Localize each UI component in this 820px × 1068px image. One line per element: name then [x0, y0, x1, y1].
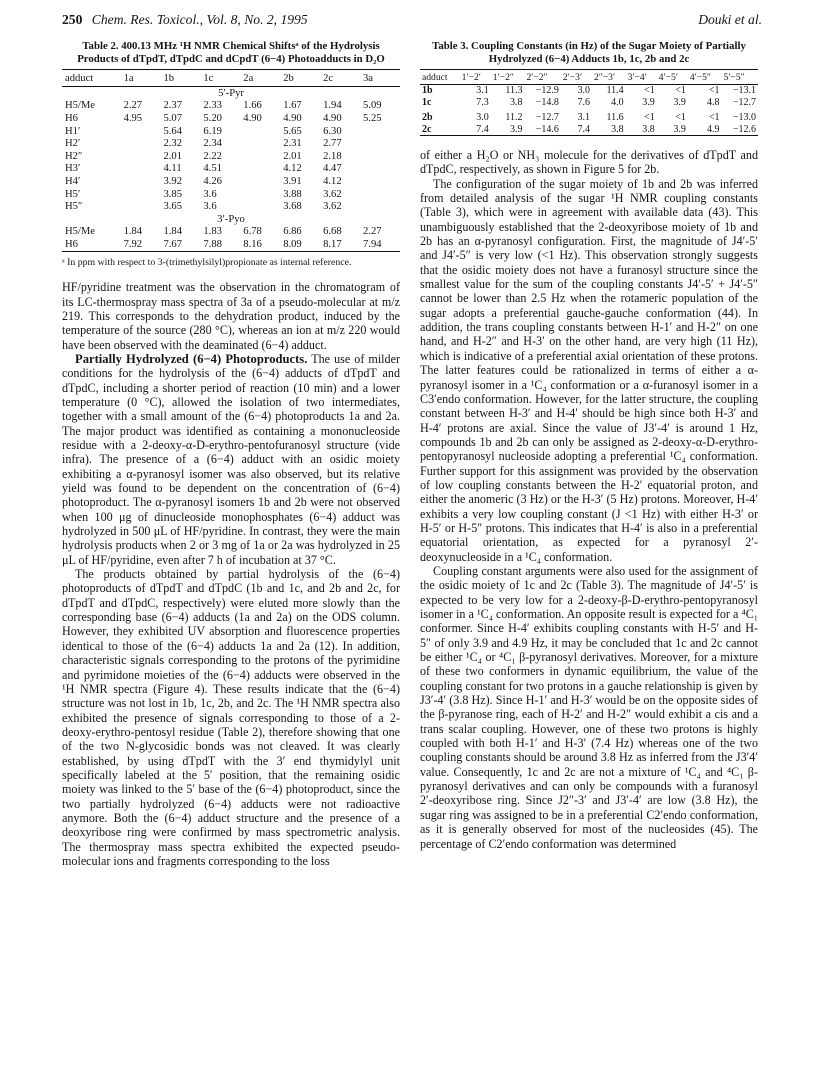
table2-row [62, 226, 400, 239]
table2-cell [360, 188, 400, 201]
table2-cell: 6.78 [243, 226, 262, 238]
table2-row [62, 150, 400, 163]
table3 [420, 69, 758, 136]
table2-cell [360, 200, 400, 213]
table2-cell: 4.47 [323, 163, 342, 175]
table2-cell: 5.25 [363, 112, 382, 124]
table3-cell: 3.9 [673, 123, 686, 135]
table2-cell: 3.91 [283, 175, 302, 187]
table2-cell [360, 163, 400, 176]
table3-cell: 11.4 [606, 85, 624, 97]
table2-cell [240, 200, 280, 213]
table2-row [62, 200, 400, 213]
table2-cell: 5.65 [283, 125, 302, 137]
table2-cell: H3′ [65, 163, 81, 175]
table2-cell: 2.01 [283, 150, 302, 162]
table3-cell: −14.8 [535, 96, 559, 108]
table2-cell: H1′ [65, 125, 81, 137]
table3-column-header: 1′−2″ [492, 71, 514, 83]
table2-cell: 7.92 [123, 238, 143, 250]
table3-row [420, 124, 758, 136]
table2-cell [121, 150, 161, 163]
table2-cell: 2.27 [123, 100, 143, 112]
table2-cell: 7.94 [363, 238, 382, 250]
table3-cell: −13.1 [732, 85, 756, 97]
table3-cell: 4.8 [707, 96, 720, 108]
table2-cell [240, 163, 280, 176]
right-column [420, 40, 758, 851]
table2-cell [240, 188, 280, 201]
table2-cell [240, 125, 280, 138]
table3-cell: 4.9 [707, 123, 720, 135]
table2-cell: 3.88 [283, 188, 302, 200]
table2-cell: 2.18 [323, 150, 342, 162]
table2-cell: 4.90 [283, 112, 302, 124]
table2-column-header: 3a [363, 72, 373, 84]
table3-adduct-label: 2c [422, 123, 432, 135]
table2-cell: 8.09 [283, 238, 302, 250]
table2-column-header: 2b [283, 72, 294, 84]
table2-cell: 3.65 [163, 201, 183, 213]
table2-cell: 3.92 [163, 175, 183, 187]
table2-cell: 1.67 [283, 100, 302, 112]
table3-column-header: 1′−2′ [461, 71, 481, 83]
table3-adduct-label: 2b [422, 112, 433, 124]
table2-cell: 4.90 [243, 112, 262, 124]
table2-column-header: 2c [323, 72, 334, 84]
table2-cell: H5/Me [65, 100, 96, 112]
table2-cell: 4.26 [203, 175, 222, 187]
table2-cell: 7.67 [163, 238, 183, 250]
table3-adduct-label: 1b [422, 85, 433, 97]
table3-cell: −12.9 [535, 85, 559, 97]
table3-cell: −14.6 [535, 123, 559, 135]
table2-cell: 6.86 [283, 226, 302, 238]
table2-row [62, 163, 400, 176]
table2-row [62, 112, 400, 125]
table3-cell: −13.0 [732, 112, 756, 124]
table2-cell: 6.68 [323, 226, 342, 238]
table2-section-label: 5′-Pyr [218, 87, 244, 99]
table3-column-header: 3′−4′ [627, 71, 647, 83]
table3-cell: 7.6 [577, 96, 590, 108]
table3-cell: 3.1 [476, 85, 489, 97]
page-header [62, 12, 762, 32]
table2-cell [121, 125, 161, 138]
table3-cell: 3.0 [577, 85, 590, 97]
table3-cell: 11.3 [505, 85, 523, 97]
table2-cell: 1.84 [123, 226, 143, 238]
page-number: 250 [62, 12, 83, 27]
table2-cell: 5.07 [163, 112, 183, 124]
table2-cell: 3.68 [283, 201, 302, 213]
table3-column-header: 2″−3′ [593, 71, 616, 83]
table2-cell: 2.22 [203, 150, 222, 162]
table2-cell: 6.30 [323, 125, 342, 137]
table2-cell: 1.94 [323, 100, 342, 112]
table2-cell: 2.77 [323, 138, 342, 150]
table3-row [420, 97, 758, 109]
table2-cell: 1.84 [163, 226, 183, 238]
table2-section-label: 3′-Pyo [217, 213, 245, 225]
table2-cell: 2.01 [163, 150, 183, 162]
table2-cell: H5′ [65, 188, 81, 200]
table3-cell: 3.8 [509, 96, 523, 108]
table2-column-header: 1a [123, 72, 134, 84]
table3-cell: 3.8 [642, 123, 655, 135]
table2-cell: 7.88 [203, 238, 222, 250]
left-paragraph-2-text: The use of milder conditions for the hydrolysis of the (6−4) adducts of dTpdT and dTpdC, including a shorter period of reaction (10 min) and a lower temperature (0 °C), allowed the isolation of two intermediates, together with a small amount of the (6−4) photoproducts 1a and 2a. The major product was identified as containing a mononucleoside residue with a 2-deoxy-α-D-erythro-pentofuranosyl structure (vide infra). The presence of a (6−4) adduct with an osidic moiety exhibiting a α-pyranosyl isomer was also observed, but its relative yield was found to be dependent on the concentration of (6−4) photoproduct. The α-pyranosyl isomers 1b and 2b were not observed when 100 μg of dinucleoside monophosphates (6−4) adduct was hydrolyzed in 500 μL of HF/pyridine. In contrast, they were the main hydrolysis products when 2 or 3 mg of 1a or 2a was hydrolyzed in 25 μL of HF/pyridine, even after 7 h of incubation at 37 °C. [62, 351, 400, 567]
table2-row [62, 100, 400, 113]
table2 [62, 69, 400, 252]
table3-cell: <1 [708, 85, 720, 97]
table2-cell: 4.11 [163, 163, 182, 175]
table2-section-row [62, 213, 400, 226]
table2-cell: 1.83 [203, 226, 222, 238]
table2-column-header: adduct [65, 72, 94, 84]
table3-cell: <1 [644, 85, 655, 97]
table2-cell: 2.31 [283, 138, 302, 150]
table2-caption: Table 2. 400.13 MHz ¹H NMR Chemical Shiftsᵃ of the Hydrolysis Products of dTpdT, dTpdC and dCpdT (6−4) Photoadducts in D₂O [77, 40, 385, 65]
table2-cell [240, 175, 280, 188]
table3-cell: 7.4 [577, 123, 590, 135]
table2-cell [121, 200, 161, 213]
table3-column-header: 4′−5′ [658, 71, 678, 83]
table3-cell: <1 [708, 112, 720, 124]
table3-cell: 3.9 [673, 96, 686, 108]
table3-cell: 3.9 [642, 96, 655, 108]
table3-cell: 11.2 [505, 112, 523, 124]
table2-column-header: 1c [203, 72, 214, 84]
right-paragraph-2: The configuration of the sugar moiety of 1b and 2b was inferred from detailed analysis of the sugar ¹H NMR coupling constants (Table 3), which were in agreement with available data (43). This unambiguously established that the 2-deoxyribose moiety of 1b and 2b has an α-pyranosyl configuration. First, the magnitude of J4′-5′ and J4′-5″ is very low (<1 Hz). This observation strongly suggests that the osidic moiety does not have a furanosyl structure since the smallest value for the sum of the coupling constants J4′-5′ + J4′-5″ cannot be lower than 2.5 Hz when the rotameric population of the sugar adopts a preferential gauche-gauche conformation (44). In addition, the trans coupling constants between H-1′ and H-2″ on one hand, and H-2″ and H-3′ on the other hand, are very high (11 Hz), which is indicative of a preferential axial orientation of these protons. The latter features could be rationalized in terms of either a α-pyranosyl isomer in a ¹C₄ conformation or a α-furanosyl isomer in a C3′endo conformation. However, for the latter structure, the coupling constant between H-3′ and H-4′ should be high since both H-3′ and H-4′ protons are axial. Since the value of J3′-4′ is around 1 Hz, compounds 1b and 2b can only be assigned as 2-deoxy-α-D-erythro-pentopyranosyl nucleoside adopting a preferential ¹C₄ conformation. Further support for this assignment was provided by the observation of low coupling constants between the H-2′ equatorial proton, and either the anomeric (3 Hz) or the H-3′ (5 Hz) protons. Moreover, H-4′ exhibits a very low coupling constant (J <1 Hz) with either H-3′ or H-5′ or H-5″ protons. This indicates that H-4′ is also in a preferential equatorial orientation, as expected for a pyranosyl 2′-deoxynucleoside in a ¹C₄ conformation. [420, 176, 758, 564]
table2-cell: H2′ [65, 138, 81, 150]
table3-cell: −12.6 [732, 123, 756, 135]
table3-column-header: 2′−2″ [526, 71, 548, 83]
table2-cell [360, 175, 400, 188]
table2-cell: 3.6 [203, 201, 217, 213]
table2-cell: 3.62 [323, 201, 342, 213]
table3-cell: 3.0 [476, 112, 489, 124]
table2-cell: 5.20 [203, 112, 222, 124]
right-text [420, 148, 758, 851]
table2-body [62, 87, 400, 252]
table2-row [62, 188, 400, 201]
table2-cell [121, 137, 161, 150]
table3-header-row [420, 70, 758, 85]
table2-cell: 3.62 [323, 188, 342, 200]
journal-citation: Chem. Res. Toxicol., Vol. 8, No. 2, 1995 [91, 12, 308, 27]
table2-cell: 4.12 [283, 163, 302, 175]
table3-column-header: 2′−3′ [562, 71, 583, 83]
table3-cell: 11.6 [606, 112, 624, 124]
table3-cell: −12.7 [535, 112, 559, 124]
table3-body [420, 85, 758, 136]
table2-cell: 6.19 [203, 125, 222, 137]
table2-cell [240, 137, 280, 150]
table2-cell: 5.64 [163, 125, 183, 137]
table3-cell: <1 [675, 85, 686, 97]
table3-row [420, 108, 758, 124]
table2-row [62, 137, 400, 150]
table2-cell: 2.33 [203, 100, 222, 112]
table2-cell: 8.17 [323, 238, 342, 250]
table3-row [420, 85, 758, 97]
table3-caption: Table 3. Coupling Constants (in Hz) of the Sugar Moiety of Partially Hydrolyzed (6−4) Adducts 1b, 1c, 2b and 2c [432, 40, 746, 65]
table3-cell: <1 [644, 112, 655, 124]
right-paragraph-3: Coupling constant arguments were also used for the assignment of the osidic moiety of 1c and 2c (Table 3). The magnitude of J4′-5′ is expected to be very low for a 2-deoxy-β-D-erythro-pentopyranosyl isomer in a ¹C₄ conformation. An opposite result is expected for a ⁴C₁ conformer. Since H-4′ exhibits coupling constants with H-5′ and H-5″ of only 3.9 and 4.9 Hz, it may be concluded that 1c and 2c cannot be either ¹C₄ or ⁴C₁ β-pyranosyl derivatives. Moreover, for a mixture of these two conformers in dynamic equilibrium, the value of the coupling constant for two protons in a gauche relationship is given by J3′-4′ (3.8 Hz). Since H-1′ and H-3′ would be on the opposite sides of the β-pyranose ring, each of H-2′ and H-2″ would exhibit a cis and a trans scalar coupling. However, one of these two protons is highly coupled with both H-1′ and H-3′ (7.4 Hz) whereas one of the two coupling constants should be around 3.8 Hz as inferred from the J3′4′ value. Consequently, 1c and 2c are not a mixture of ¹C₄ and ⁴C₁ β-pyranosyl derivatives and can only be compounds with a furanosyl 2′-deoxyribose ring. Since J2″-3′ and J3′-4′ are low (3.8 Hz), the sugar ring was assigned to be in a preferential C2′endo conformation, as it is generally observed for most of the nucleosides (45). The percentage of C2′endo conformation was determined [420, 563, 758, 851]
table2-cell: 2.34 [203, 138, 222, 150]
left-column [62, 40, 400, 868]
table2-cell: 4.95 [123, 112, 143, 124]
table2-cell [360, 150, 400, 163]
table3-column-header: 4′−5″ [689, 71, 711, 83]
table2-column-header: 1b [163, 72, 175, 84]
table2-cell: 2.37 [163, 100, 183, 112]
table2-footnote: ᵃ In ppm with respect to 3-(trimethylsilyl)propionate as internal reference. [62, 256, 352, 268]
table2-cell: H5″ [65, 201, 83, 213]
table3-cell: 4.0 [611, 96, 624, 108]
table2-cell: 3.6 [203, 188, 217, 200]
table2-section-row [62, 87, 400, 100]
right-paragraph-1: of either a H₂O or NH₃ molecule for the derivatives of dTpdT and dTpdC, respectively, as shown in Figure 5 for 2b. [420, 148, 758, 177]
table2-cell: H5/Me [65, 226, 96, 238]
table2-cell [121, 188, 161, 201]
table2-cell: H4′ [65, 175, 81, 187]
table2-cell: H6 [65, 238, 78, 250]
table2-row [62, 175, 400, 188]
table2-cell [240, 150, 280, 163]
table2-cell: 3.85 [163, 188, 183, 200]
table2-cell [121, 175, 161, 188]
section-heading: Partially Hydrolyzed (6−4) Photoproducts. [75, 351, 308, 366]
running-authors: Douki et al. [698, 12, 762, 27]
table3-column-header: 5′−5″ [723, 71, 745, 83]
table2-cell: 2.32 [163, 138, 183, 150]
table2-cell [360, 125, 400, 138]
left-paragraph-2 [62, 352, 400, 567]
table2-cell: 2.27 [363, 226, 382, 238]
table2-cell: 4.90 [323, 112, 342, 124]
table2-header-row [62, 70, 400, 87]
table2-cell: 5.09 [363, 100, 382, 112]
table3-column-header: adduct [422, 71, 448, 83]
table2-cell: 4.51 [203, 163, 222, 175]
table3-cell: −12.7 [732, 96, 756, 108]
table3-cell: 7.4 [476, 123, 489, 135]
table3-cell: 3.8 [611, 123, 624, 135]
table3-cell: <1 [675, 112, 686, 124]
table2-cell: H2″ [65, 150, 83, 162]
table3-cell: 3.1 [577, 112, 590, 124]
table3-adduct-label: 1c [422, 96, 432, 108]
table2-column-header: 2a [243, 72, 254, 84]
table3-cell: 7.3 [476, 96, 489, 108]
left-paragraph-1: HF/pyridine treatment was the observation in the chromatogram of its LC-thermospray mass spectra of 3a of a pseudo-molecular at m/z 219. This corresponds to the dehydration product, induced by the temperature of the source (280 °C), whereas an ion at m/z 220 would have been observed with the deaminated (6−4) adduct. [62, 280, 400, 352]
table2-cell: 4.12 [323, 175, 342, 187]
table2-cell [121, 163, 161, 176]
table3-cell: 3.9 [509, 123, 523, 135]
table2-cell [360, 137, 400, 150]
table2-row [62, 238, 400, 251]
left-paragraph-3: The products obtained by partial hydrolysis of the (6−4) photoproducts of dTpdT and dTpdC (1b and 1c, and 2b and 2c, for dTpdT and dTpdC, respectively) were eluted more slowly than the corresponding base (6−4) adducts (1a and 2a) on the ODS column. However, they exhibited UV absorption and fluorescence properties identical to those of the (6−4) adducts 1a and 2a (12). In addition, characteristic signals corresponding to the protons of the pyrimidine and pyrimidone moieties of the (6−4) adducts were observed in the ¹H NMR spectra (Figure 4). These results indicate that the (6−4) structure was not lost in 1b, 1c, 2b, and 2c. The ¹H NMR spectra also exhibited the presence of signals corresponding to those of a 2-deoxy-erythro-pentosyl residue (Table 2), therefore showing that one of the two N-glycosidic bonds was not cleaved. It was clearly established, by using dTpdT with the 3′ end thymidylyl unit specifically labeled at the 5′ position, that the remaining osidic moiety was linked to the 5′ base of the (6−4) photoproduct, since the two partially hydrolyzed (6−4) adducts were not radioactive anymore. Both the (6−4) adduct structure and the presence of a deoxyribose ring were confirmed by mass spectrometric analysis. The thermospray mass spectra exhibited the expected pseudo-molecular ions and fragments corresponding to the loss [62, 567, 400, 868]
table2-cell: 8.16 [243, 238, 262, 250]
table2-cell: 1.66 [243, 100, 262, 112]
table2-cell: H6 [65, 112, 78, 124]
table2-row [62, 125, 400, 138]
